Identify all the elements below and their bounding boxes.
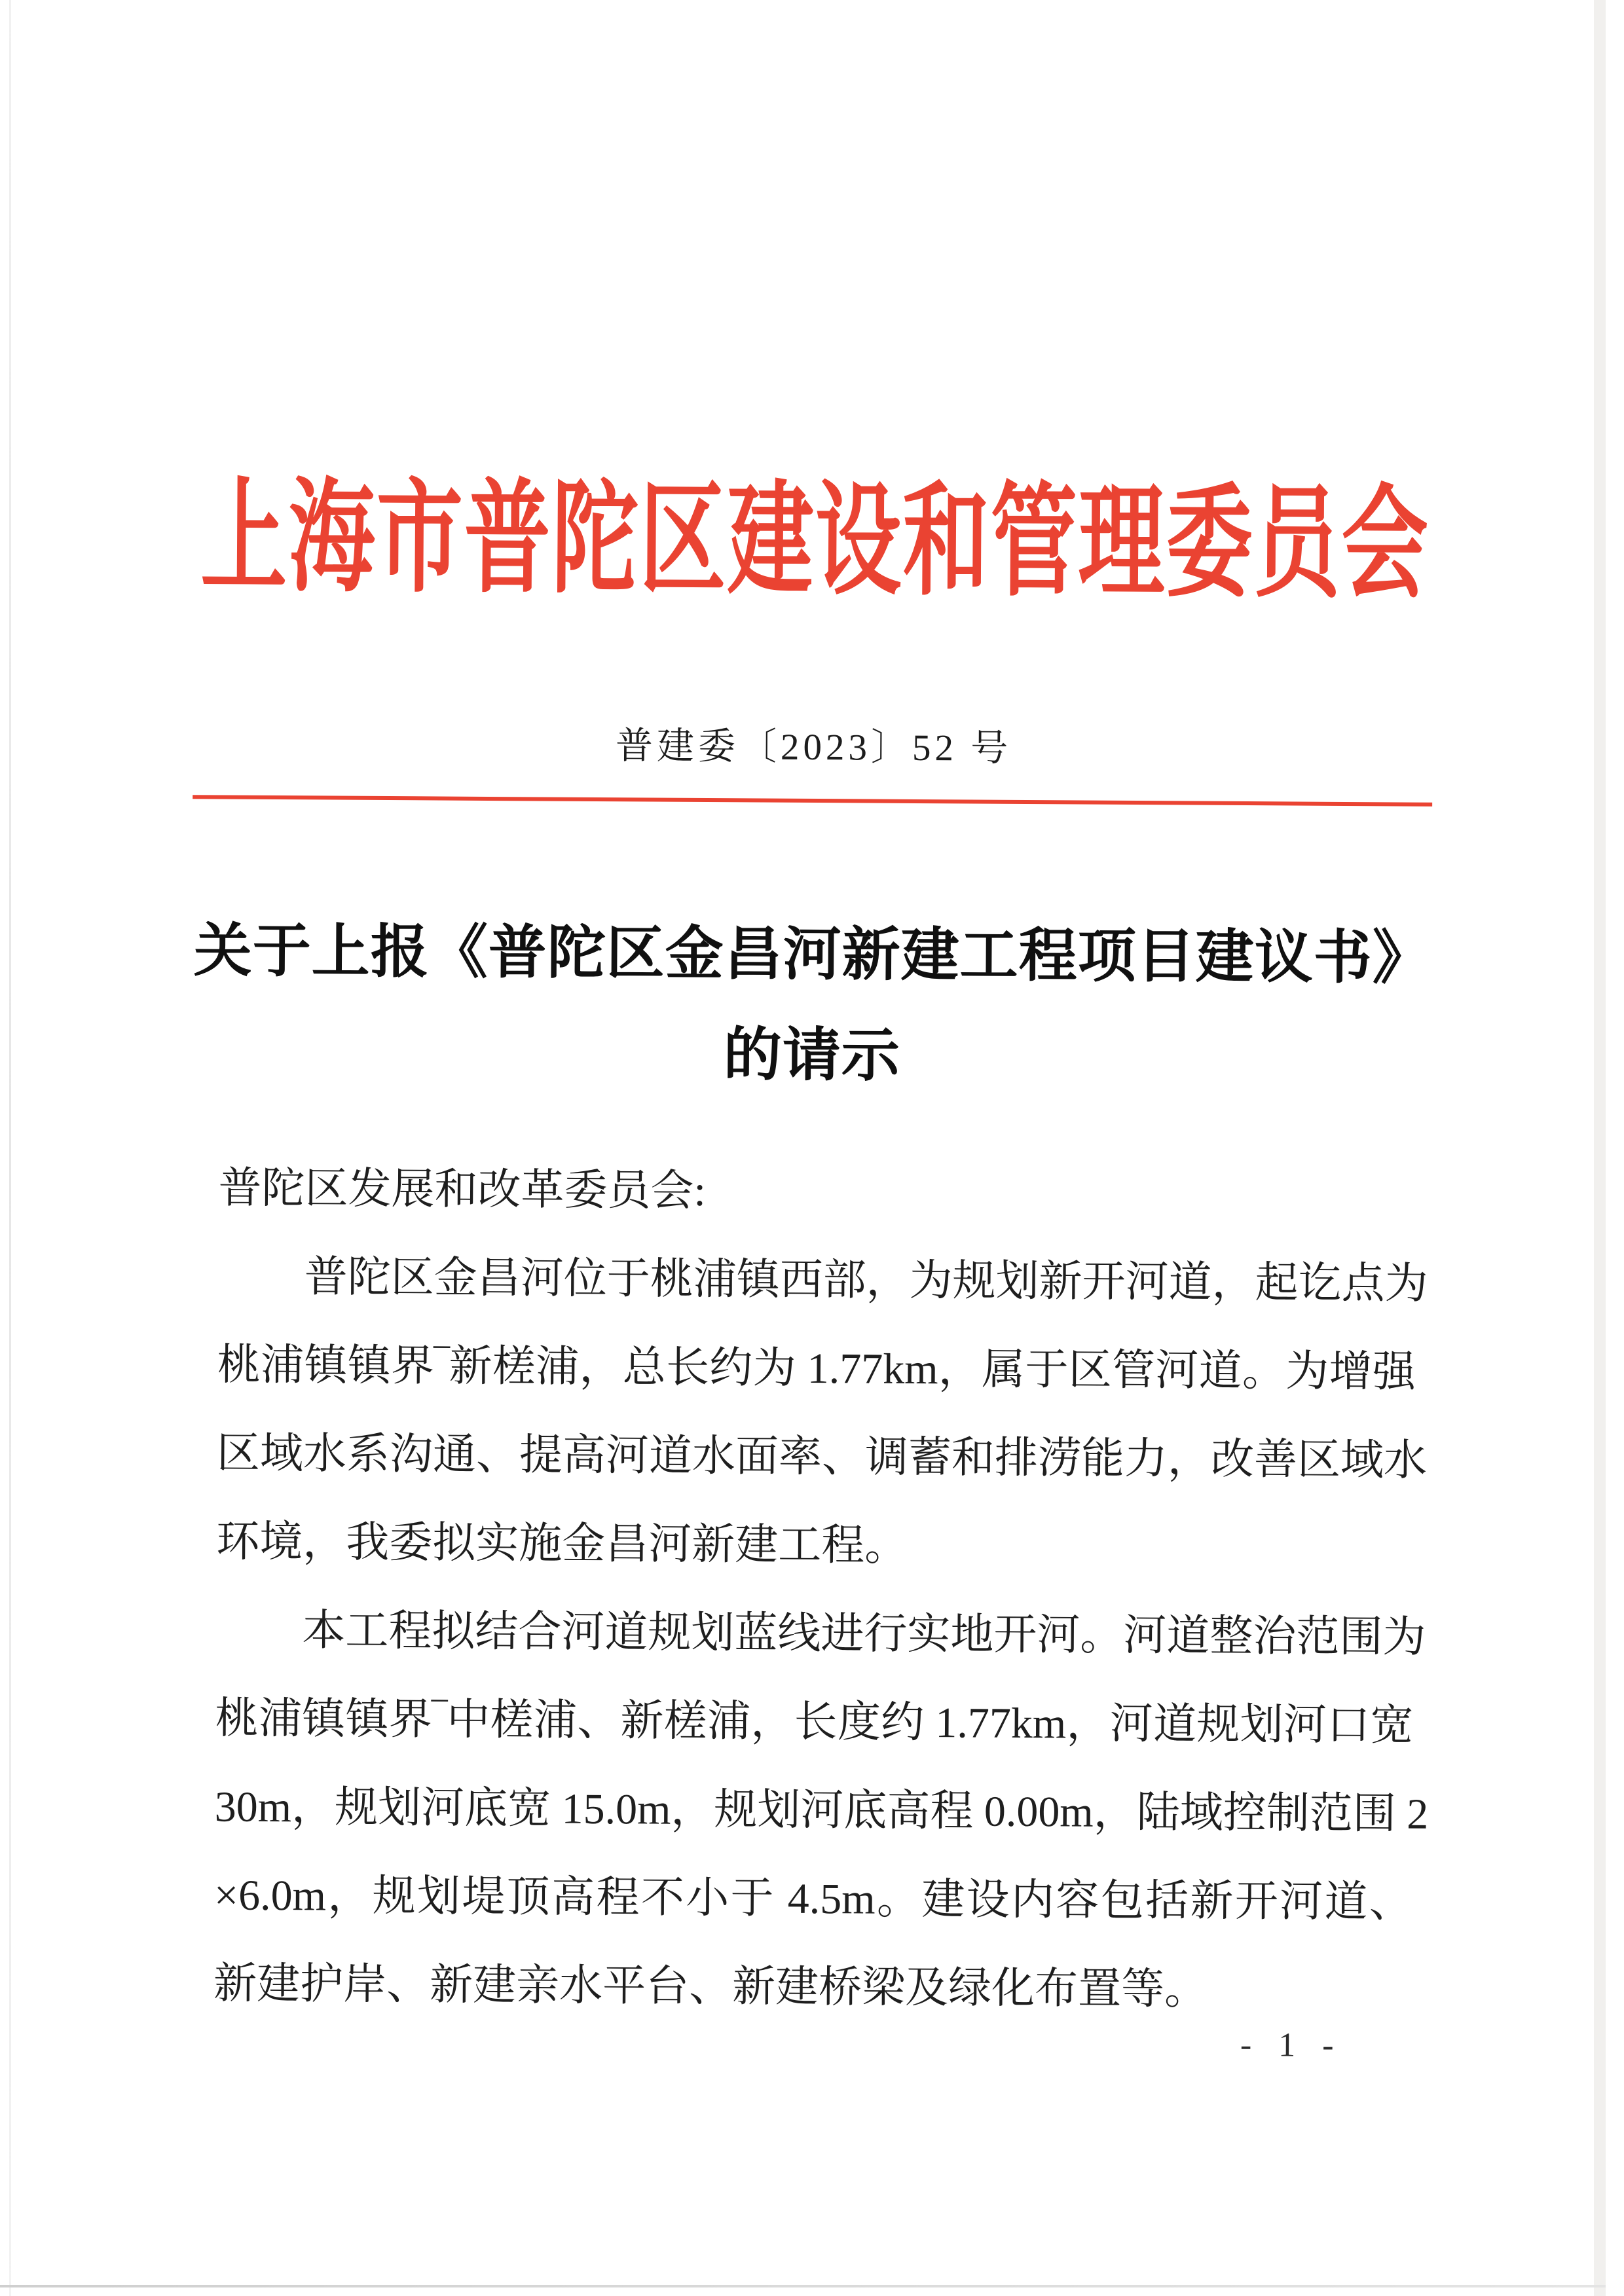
body-line: 区域水系沟通、提高河道水面率、调蓄和排涝能力，改善区域水 <box>216 1429 1428 1485</box>
body-line: 新建护岸、新建亲水平台、新建桥梁及绿化布置等。 <box>213 1959 1208 2014</box>
body-line: 环境，我委拟实施金昌河新建工程。 <box>216 1518 908 1570</box>
body-line: 桃浦镇镇界‾新槎浦，总长约为 1.77km，属于区管河道。为增强 <box>217 1341 1416 1396</box>
salutation: 普陀区发展和改革委员会: <box>218 1164 707 1216</box>
page-number: - 1 - <box>1240 2026 1343 2064</box>
doc-title-line-2: 的请示 <box>723 1023 901 1089</box>
body-line: 本工程拟结合河道规划蓝线进行实地开河。河道整治范围为 <box>302 1607 1426 1662</box>
issuer-header: 上海市普陀区建设和管理委员会 <box>200 469 1430 613</box>
body-line: ×6.0m，规划堤顶高程不小于 4.5m。建设内容包括新开河道、 <box>213 1871 1413 1927</box>
body-text <box>213 1144 1429 2035</box>
doc-title <box>0 900 1624 1111</box>
body-line: 普陀区金昌河位于桃浦镇西部，为规划新开河道，起讫点为 <box>304 1253 1428 1308</box>
body-line: 30m，规划河底宽 15.0m，规划河底高程 0.00m，陆域控制范围 2 <box>214 1783 1429 1838</box>
doc-title-line-1: 关于上报《普陀区金昌河新建工程项目建议书》 <box>193 919 1432 991</box>
scan-edge-bottom <box>0 2285 1606 2287</box>
doc-number: 普建委〔2023〕52 号 <box>615 725 1012 769</box>
red-rule-divider <box>193 795 1432 807</box>
scan-edge-right <box>1594 0 1606 2296</box>
body-line: 桃浦镇镇界‾中槎浦、新槎浦，长度约 1.77km，河道规划河口宽 <box>215 1694 1414 1750</box>
scan-edge-left <box>9 0 11 2296</box>
